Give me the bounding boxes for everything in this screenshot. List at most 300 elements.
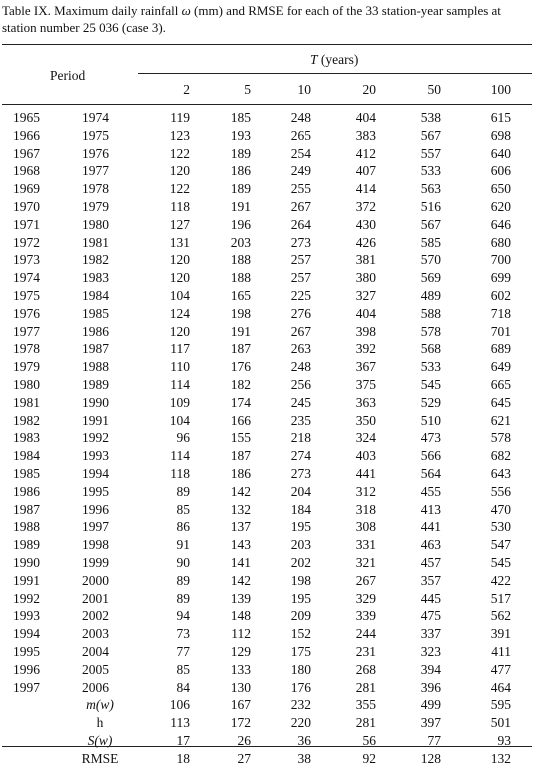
rainfall-value: 621 <box>490 412 511 428</box>
rainfall-value: 89 <box>176 483 190 499</box>
rainfall-value: 477 <box>490 661 511 677</box>
rainfall-value: 321 <box>355 555 376 570</box>
rainfall-value: 398 <box>355 323 376 339</box>
rainfall-value: 267 <box>290 323 311 339</box>
rainfall-value: 566 <box>420 448 441 464</box>
rainfall-value: 193 <box>230 127 251 143</box>
rainfall-value: 268 <box>355 661 376 677</box>
rainfall-value: 104 <box>169 412 190 428</box>
rainfall-value: 383 <box>355 127 376 143</box>
rainfall-value: 132 <box>230 501 251 517</box>
period-end-year: 1997 <box>82 519 109 535</box>
rainfall-value: 143 <box>230 537 251 553</box>
period-start-year: 1982 <box>13 412 40 428</box>
rainfall-value: 563 <box>420 181 441 197</box>
rainfall-value: 165 <box>230 288 251 303</box>
rainfall-value: 127 <box>169 216 190 232</box>
rainfall-value: 257 <box>290 270 311 286</box>
rainfall-value: 120 <box>169 323 190 339</box>
rainfall-value: 133 <box>230 661 251 677</box>
summary-value: 106 <box>169 697 190 713</box>
rainfall-value: 142 <box>230 572 251 588</box>
rainfall-value: 718 <box>490 305 511 321</box>
rainfall-value: 350 <box>355 412 376 428</box>
period-start-year: 1983 <box>13 430 40 446</box>
rainfall-value: 187 <box>230 341 251 357</box>
rainfall-value: 131 <box>169 234 190 250</box>
summary-value: 397 <box>420 715 441 731</box>
period-start-year: 1973 <box>13 252 40 268</box>
rainfall-value: 394 <box>420 661 441 677</box>
rainfall-value: 120 <box>169 270 190 286</box>
rainfall-value: 195 <box>290 590 311 606</box>
period-end-year: 1987 <box>82 341 109 357</box>
rainfall-value: 267 <box>290 199 311 214</box>
rainfall-value: 407 <box>355 163 376 179</box>
rainfall-value: 202 <box>290 555 311 570</box>
rainfall-value: 148 <box>230 608 251 624</box>
period-start-year: 1974 <box>13 270 40 286</box>
summary-value: 27 <box>237 750 251 766</box>
rainfall-value: 337 <box>420 626 441 642</box>
rainfall-value: 578 <box>420 323 441 339</box>
rainfall-value: 118 <box>170 199 190 214</box>
period-end-year: 2001 <box>82 590 109 606</box>
rainfall-value: 530 <box>490 519 511 535</box>
return-period-header: 50 <box>427 82 441 97</box>
t-variable: T <box>310 52 318 67</box>
summary-value: 132 <box>490 750 511 766</box>
rainfall-value: 538 <box>420 110 441 125</box>
rainfall-value: 327 <box>355 288 376 303</box>
rainfall-value: 94 <box>176 608 190 624</box>
period-end-year: 1998 <box>82 537 109 553</box>
period-end-year: 2006 <box>82 679 109 695</box>
rainfall-value: 189 <box>230 181 251 197</box>
period-start-year: 1977 <box>13 323 40 339</box>
period-start-year: 1994 <box>13 626 40 642</box>
period-start-year: 1972 <box>13 234 40 250</box>
rainfall-value: 90 <box>176 555 190 570</box>
rainfall-value: 114 <box>170 448 190 464</box>
rainfall-value: 176 <box>290 679 311 695</box>
rainfall-value: 189 <box>230 145 251 161</box>
rainfall-value: 129 <box>230 644 251 659</box>
rainfall-value: 89 <box>176 590 190 606</box>
rainfall-value: 77 <box>176 644 190 659</box>
period-start-year: 1996 <box>13 661 40 677</box>
rainfall-value: 257 <box>290 252 311 268</box>
period-end-year: 1981 <box>82 234 109 250</box>
return-period-header: 10 <box>297 82 311 97</box>
rainfall-value: 218 <box>290 430 311 446</box>
period-start-year: 1970 <box>13 199 40 214</box>
period-end-year: 1989 <box>82 377 109 392</box>
period-end-year: 1976 <box>82 145 109 161</box>
rainfall-value: 191 <box>230 199 251 214</box>
rainfall-value: 120 <box>169 163 190 179</box>
rainfall-value: 620 <box>490 199 511 214</box>
bottom-rule <box>2 746 532 747</box>
return-period-header: 20 <box>362 82 376 97</box>
period-start-year: 1987 <box>13 501 40 517</box>
period-start-year: 1979 <box>13 359 40 375</box>
period-end-year: 2004 <box>82 644 109 659</box>
period-end-year: 2005 <box>82 661 109 677</box>
period-start-year: 1991 <box>13 572 40 588</box>
rainfall-value: 649 <box>490 359 511 375</box>
rainfall-value: 426 <box>355 234 376 250</box>
rainfall-value: 186 <box>230 466 251 481</box>
rainfall-value: 225 <box>290 288 311 303</box>
rainfall-value: 510 <box>420 412 441 428</box>
period-end-year: 1979 <box>82 199 109 214</box>
rainfall-value: 209 <box>290 608 311 624</box>
summary-value: 355 <box>355 697 376 713</box>
period-end-year: 1974 <box>82 110 109 125</box>
period-end-year: 1982 <box>82 252 109 268</box>
rainfall-value: 680 <box>490 234 511 250</box>
summary-value: 56 <box>362 733 376 748</box>
period-end-year: 1980 <box>82 216 109 232</box>
period-start-year: 1967 <box>13 145 40 161</box>
rainfall-value: 312 <box>355 483 376 499</box>
period-end-year: 1985 <box>82 305 109 321</box>
rainfall-value: 411 <box>491 644 511 659</box>
rainfall-value: 91 <box>176 537 190 553</box>
rainfall-value: 256 <box>290 377 311 392</box>
rainfall-value: 606 <box>490 163 511 179</box>
summary-value: 172 <box>230 715 251 731</box>
period-end-year: 1984 <box>82 288 109 303</box>
top-rule <box>2 44 532 45</box>
period-end-year: 1990 <box>82 394 109 410</box>
period-start-year: 1989 <box>13 537 40 553</box>
summary-value: 128 <box>420 750 441 766</box>
rainfall-value: 231 <box>355 644 376 659</box>
rainfall-value: 152 <box>290 626 311 642</box>
rainfall-value: 85 <box>176 501 190 517</box>
rainfall-value: 331 <box>355 537 376 553</box>
rainfall-value: 699 <box>490 270 511 286</box>
rainfall-value: 265 <box>290 127 311 143</box>
rainfall-value: 441 <box>355 466 376 481</box>
rainfall-value: 186 <box>230 163 251 179</box>
rainfall-value: 455 <box>420 483 441 499</box>
header-bottom-rule <box>2 104 532 105</box>
rainfall-value: 118 <box>170 466 190 481</box>
rainfall-value: 323 <box>420 644 441 659</box>
summary-value: 113 <box>170 715 190 731</box>
period-start-year: 1980 <box>13 377 40 392</box>
rainfall-value: 203 <box>230 234 251 250</box>
rainfall-value: 701 <box>490 323 511 339</box>
period-end-year: 1999 <box>82 555 109 570</box>
rainfall-value: 155 <box>230 430 251 446</box>
rainfall-value: 273 <box>290 234 311 250</box>
summary-value: 167 <box>230 697 251 713</box>
rainfall-value: 139 <box>230 590 251 606</box>
return-period-header: 100 <box>490 82 511 97</box>
rainfall-value: 441 <box>420 519 441 535</box>
rainfall-value: 403 <box>355 448 376 464</box>
rainfall-value: 557 <box>420 145 441 161</box>
caption-prefix: Table IX. Maximum daily rainfall <box>2 3 182 18</box>
period-end-year: 1975 <box>82 127 109 143</box>
rainfall-value: 570 <box>420 252 441 268</box>
rainfall-value: 665 <box>490 377 511 392</box>
rainfall-value: 188 <box>230 270 251 286</box>
rainfall-value: 142 <box>230 483 251 499</box>
rainfall-value: 404 <box>355 110 376 125</box>
rainfall-value: 84 <box>176 679 190 695</box>
rainfall-value: 414 <box>355 181 376 197</box>
caption-suffix: (mm) and RMSE for each of the 33 station-year samples at station number 25 036 (case 3). <box>2 3 501 35</box>
period-end-year: 1993 <box>82 448 109 464</box>
rainfall-value: 176 <box>230 359 251 375</box>
rainfall-value: 203 <box>290 537 311 553</box>
period-start-year: 1976 <box>13 305 40 321</box>
period-start-year: 1993 <box>13 608 40 624</box>
summary-value: 93 <box>497 733 511 748</box>
rainfall-value: 615 <box>490 110 511 125</box>
rainfall-value: 187 <box>230 448 251 464</box>
period-end-year: 2003 <box>82 626 109 642</box>
summary-value: 281 <box>355 715 376 731</box>
rainfall-value: 198 <box>290 572 311 588</box>
rainfall-value: 473 <box>420 430 441 446</box>
rainfall-value: 391 <box>490 626 511 642</box>
summary-value: 499 <box>420 697 441 713</box>
rainfall-value: 185 <box>230 110 251 125</box>
return-period-header: 5 <box>244 82 251 97</box>
rainfall-value: 264 <box>290 216 311 232</box>
period-start-year: 1966 <box>13 127 40 143</box>
rainfall-value: 585 <box>420 234 441 250</box>
summary-value: 220 <box>290 715 311 731</box>
rainfall-value: 564 <box>420 466 441 481</box>
rainfall-value: 255 <box>290 181 311 197</box>
rainfall-value: 556 <box>490 483 511 499</box>
rainfall-value: 318 <box>355 501 376 517</box>
rainfall-value: 267 <box>355 572 376 588</box>
rainfall-value: 110 <box>170 359 190 375</box>
rainfall-value: 404 <box>355 305 376 321</box>
rainfall-value: 375 <box>355 377 376 392</box>
summary-label: m(w) <box>86 697 114 713</box>
summary-value: 92 <box>362 750 376 766</box>
rainfall-value: 547 <box>490 537 511 553</box>
rainfall-value: 700 <box>490 252 511 268</box>
rainfall-value: 463 <box>420 537 441 553</box>
rainfall-value: 109 <box>169 394 190 410</box>
rainfall-value: 392 <box>355 341 376 357</box>
rainfall-value: 245 <box>290 394 311 410</box>
summary-label: S(w) <box>87 733 113 748</box>
rainfall-value: 196 <box>230 216 251 232</box>
rainfall-value: 248 <box>290 359 311 375</box>
rainfall-value: 430 <box>355 216 376 232</box>
rainfall-value: 198 <box>230 305 251 321</box>
period-start-year: 1965 <box>13 110 40 125</box>
rainfall-value: 567 <box>420 127 441 143</box>
rainfall-value: 567 <box>420 216 441 232</box>
summary-value: 38 <box>297 750 311 766</box>
rainfall-value: 545 <box>420 377 441 392</box>
rainfall-value: 174 <box>230 394 251 410</box>
period-start-year: 1988 <box>13 519 40 535</box>
period-start-year: 1969 <box>13 181 40 197</box>
rainfall-value: 396 <box>420 679 441 695</box>
rainfall-value: 89 <box>176 572 190 588</box>
period-start-year: 1986 <box>13 483 40 499</box>
period-start-year: 1990 <box>13 555 40 570</box>
rainfall-value: 650 <box>490 181 511 197</box>
rainfall-value: 339 <box>355 608 376 624</box>
rainfall-value: 180 <box>290 661 311 677</box>
rainfall-value: 86 <box>176 519 190 535</box>
rainfall-value: 682 <box>490 448 511 464</box>
rainfall-value: 470 <box>490 501 511 517</box>
summary-value: 26 <box>237 733 251 748</box>
rainfall-value: 276 <box>290 305 311 321</box>
period-start-year: 1997 <box>13 679 40 695</box>
rainfall-value: 367 <box>355 359 376 375</box>
rainfall-value: 96 <box>176 430 190 446</box>
rainfall-value: 412 <box>355 145 376 161</box>
rainfall-value: 545 <box>490 555 511 570</box>
rainfall-value: 475 <box>420 608 441 624</box>
summary-value: 77 <box>427 733 441 748</box>
period-start-year: 1971 <box>13 216 40 232</box>
rainfall-value: 529 <box>420 394 441 410</box>
rainfall-value: 380 <box>355 270 376 286</box>
rainfall-value: 533 <box>420 163 441 179</box>
rainfall-value: 562 <box>490 608 511 624</box>
rainfall-value: 124 <box>169 305 190 321</box>
rainfall-value: 117 <box>170 341 190 357</box>
summary-value: 501 <box>490 715 511 731</box>
rainfall-value: 273 <box>290 466 311 481</box>
period-start-year: 1968 <box>13 163 40 179</box>
caption-omega: ω <box>181 3 191 18</box>
rainfall-value: 123 <box>169 127 190 143</box>
period-end-year: 1992 <box>82 430 109 446</box>
period-start-year: 1981 <box>13 394 40 410</box>
rainfall-value: 372 <box>355 199 376 214</box>
period-end-year: 1994 <box>82 466 109 481</box>
summary-value: 18 <box>176 750 190 766</box>
rainfall-value: 516 <box>420 199 441 214</box>
period-end-year: 1988 <box>82 359 109 375</box>
period-start-year: 1978 <box>13 341 40 357</box>
rainfall-value: 182 <box>230 377 251 392</box>
period-end-year: 1995 <box>82 483 109 499</box>
rainfall-value: 119 <box>170 110 190 125</box>
rainfall-value: 533 <box>420 359 441 375</box>
t-unit: (years) <box>317 52 359 67</box>
rainfall-value: 517 <box>490 590 511 606</box>
rainfall-value: 698 <box>490 127 511 143</box>
period-end-year: 1986 <box>82 323 109 339</box>
rainfall-value: 357 <box>420 572 441 588</box>
rainfall-value: 122 <box>169 181 190 197</box>
summary-value: 232 <box>290 697 311 713</box>
period-start-year: 1984 <box>13 448 40 464</box>
period-start-year: 1985 <box>13 466 40 481</box>
rainfall-value: 422 <box>490 572 511 588</box>
summary-value: 17 <box>176 733 190 748</box>
period-end-year: 1991 <box>82 412 109 428</box>
rainfall-value: 112 <box>231 626 251 642</box>
rainfall-value: 602 <box>490 288 511 303</box>
rainfall-value: 568 <box>420 341 441 357</box>
rainfall-value: 324 <box>355 430 376 446</box>
summary-label: h <box>96 715 104 731</box>
rainfall-value: 381 <box>355 252 376 268</box>
period-end-year: 2000 <box>82 572 109 588</box>
summary-value: 595 <box>490 697 511 713</box>
return-period-header: 2 <box>183 82 190 97</box>
table-caption <box>2 2 532 36</box>
rainfall-value: 308 <box>355 519 376 535</box>
summary-label: RMSE <box>81 750 119 766</box>
period-end-year: 1977 <box>82 163 109 179</box>
rainfall-value: 188 <box>230 252 251 268</box>
rainfall-value: 130 <box>230 679 251 695</box>
period-end-year: 1983 <box>82 270 109 286</box>
rainfall-value: 166 <box>230 412 251 428</box>
rainfall-value: 122 <box>169 145 190 161</box>
rainfall-value: 141 <box>230 555 251 570</box>
rainfall-value: 689 <box>490 341 511 357</box>
rainfall-value: 281 <box>355 679 376 695</box>
rainfall-value: 464 <box>490 679 511 695</box>
rainfall-value: 640 <box>490 145 511 161</box>
rainfall-value: 578 <box>490 430 511 446</box>
period-start-year: 1992 <box>13 590 40 606</box>
rainfall-value: 329 <box>355 590 376 606</box>
rainfall-value: 195 <box>290 519 311 535</box>
period-end-year: 1996 <box>82 501 109 517</box>
rainfall-value: 489 <box>420 288 441 303</box>
rainfall-value: 645 <box>490 394 511 410</box>
rainfall-value: 254 <box>290 145 311 161</box>
rainfall-value: 263 <box>290 341 311 357</box>
rainfall-value: 569 <box>420 270 441 286</box>
rainfall-value: 413 <box>420 501 441 517</box>
rainfall-value: 588 <box>420 305 441 321</box>
rainfall-value: 235 <box>290 412 311 428</box>
rainfall-value: 184 <box>290 501 311 517</box>
rainfall-value: 191 <box>230 323 251 339</box>
period-start-year: 1995 <box>13 644 40 659</box>
t-years-header <box>310 52 358 68</box>
rainfall-value: 114 <box>170 377 190 392</box>
rainfall-value: 363 <box>355 394 376 410</box>
rainfall-value: 248 <box>290 110 311 125</box>
rainfall-value: 137 <box>230 519 251 535</box>
rainfall-value: 646 <box>490 216 511 232</box>
rainfall-value: 274 <box>290 448 311 464</box>
rainfall-value: 457 <box>420 555 441 570</box>
rainfall-value: 120 <box>169 252 190 268</box>
period-end-year: 2002 <box>82 608 109 624</box>
t-subheader-rule <box>138 73 532 74</box>
period-end-year: 1978 <box>82 181 109 197</box>
rainfall-value: 175 <box>290 644 311 659</box>
period-header: Period <box>50 68 86 83</box>
